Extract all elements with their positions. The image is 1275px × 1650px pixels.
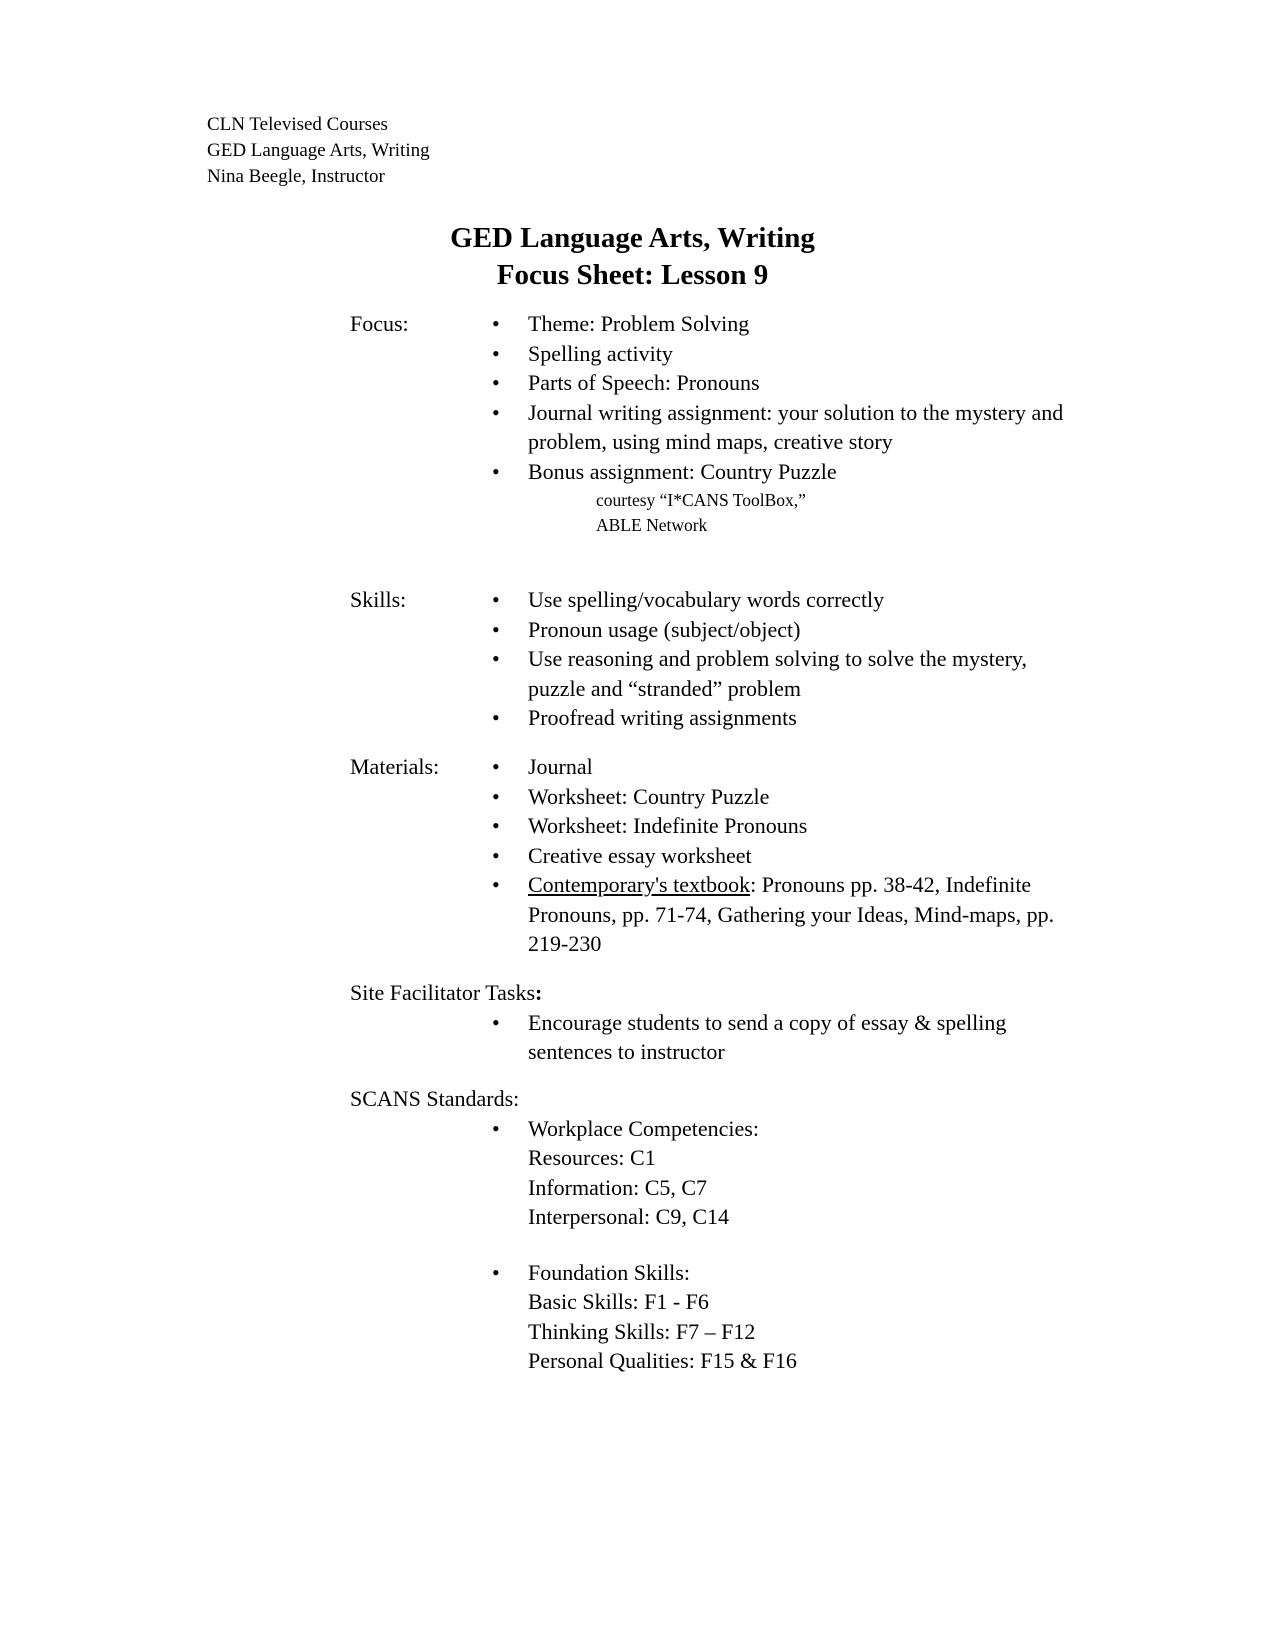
bullet-icon: •	[492, 872, 500, 897]
bullet-icon: •	[492, 842, 500, 868]
focus-section	[350, 309, 1070, 538]
bullet-icon: •	[492, 370, 500, 395]
list-item: • Proofread writing assignments	[528, 703, 1070, 733]
courtesy-note: courtesy “I*CANS ToolBox,” ABLE Network	[596, 490, 806, 535]
title-line-1: GED Language Arts, Writing	[450, 222, 815, 254]
focus-label: Focus:	[350, 311, 409, 336]
workplace-heading: Workplace Competencies:	[528, 1115, 759, 1141]
title-line-2: Focus Sheet: Lesson 9	[496, 259, 769, 291]
site-facilitator-label: Site Facilitator Tasks:	[350, 980, 543, 1005]
bullet-icon: •	[492, 813, 500, 838]
list-item: • Contemporary's textbook: Pronouns pp. 38-42, Indefinite Pronouns, pp. 71-74, Gathering your Ideas, Mind-maps, pp. 219-230	[492, 872, 1055, 956]
bullet-icon: •	[492, 705, 500, 730]
list-item: • Workplace Competencies: Resources: C1 Information: C5, C7 Interpersonal: C9, C14	[528, 1114, 1070, 1232]
bullet-icon: •	[492, 1115, 500, 1141]
page-title	[0, 220, 1275, 294]
bullet-icon: •	[492, 783, 500, 809]
bullet-icon: •	[492, 458, 500, 484]
materials-section	[350, 752, 1070, 959]
scans-label: SCANS Standards:	[350, 1086, 520, 1111]
focus-list	[350, 309, 1070, 486]
bullet-icon: •	[492, 1259, 500, 1285]
bullet-icon: •	[492, 399, 500, 425]
bullet-icon: •	[492, 616, 500, 642]
list-item: • Journal writing assignment: your solution to the mystery and problem, using mind maps, creative story	[492, 399, 1064, 454]
bullet-icon: •	[492, 311, 500, 336]
materials-list	[350, 752, 1070, 959]
bullet-icon: •	[492, 754, 500, 779]
scans-list	[350, 1114, 1070, 1376]
list-item: • Journal	[528, 752, 1070, 782]
list-item: • Foundation Skills: Basic Skills: F1 - F6 Thinking Skills: F7 – F12 Personal Qualities: F15 & F16	[528, 1258, 1070, 1376]
textbook-title: Contemporary's textbook	[528, 872, 751, 897]
skills-section	[350, 585, 1070, 733]
list-item: • Pronoun usage (subject/object)	[528, 615, 1070, 645]
bullet-icon: •	[492, 1009, 500, 1035]
list-item: • Parts of Speech: Pronouns	[528, 368, 1070, 398]
instructor-name: Nina Beegle, Instructor	[207, 166, 385, 187]
list-item: • Worksheet: Country Puzzle	[528, 782, 1070, 812]
list-item: • Worksheet: Indefinite Pronouns	[528, 811, 1070, 841]
list-item: • Spelling activity	[528, 339, 1070, 369]
skills-label: Skills:	[350, 587, 407, 612]
materials-label: Materials:	[350, 754, 440, 779]
scans-section	[350, 1084, 1070, 1376]
list-item: • Encourage students to send a copy of essay & spelling sentences to instructor	[492, 1009, 1007, 1064]
site-facilitator-list	[350, 1008, 1070, 1067]
spacer	[528, 1232, 1070, 1258]
list-item: • Use reasoning and problem solving to solve the mystery, puzzle and “stranded” problem	[492, 646, 1027, 701]
list-item: • Bonus assignment: Country Puzzle	[528, 457, 1070, 487]
bullet-icon: •	[492, 340, 500, 366]
list-item: • Use spelling/vocabulary words correctly	[528, 585, 1070, 615]
course-header	[207, 112, 430, 190]
list-item: • Creative essay worksheet	[528, 841, 1070, 871]
site-facilitator-section	[350, 978, 1070, 1067]
course-name: CLN Televised Courses	[207, 114, 388, 135]
bullet-icon: •	[492, 646, 500, 671]
foundation-heading: Foundation Skills:	[528, 1259, 690, 1285]
course-subject: GED Language Arts, Writing	[207, 140, 430, 161]
bullet-icon: •	[492, 587, 500, 612]
list-item: • Theme: Problem Solving	[528, 309, 1070, 339]
skills-list	[350, 585, 1070, 733]
